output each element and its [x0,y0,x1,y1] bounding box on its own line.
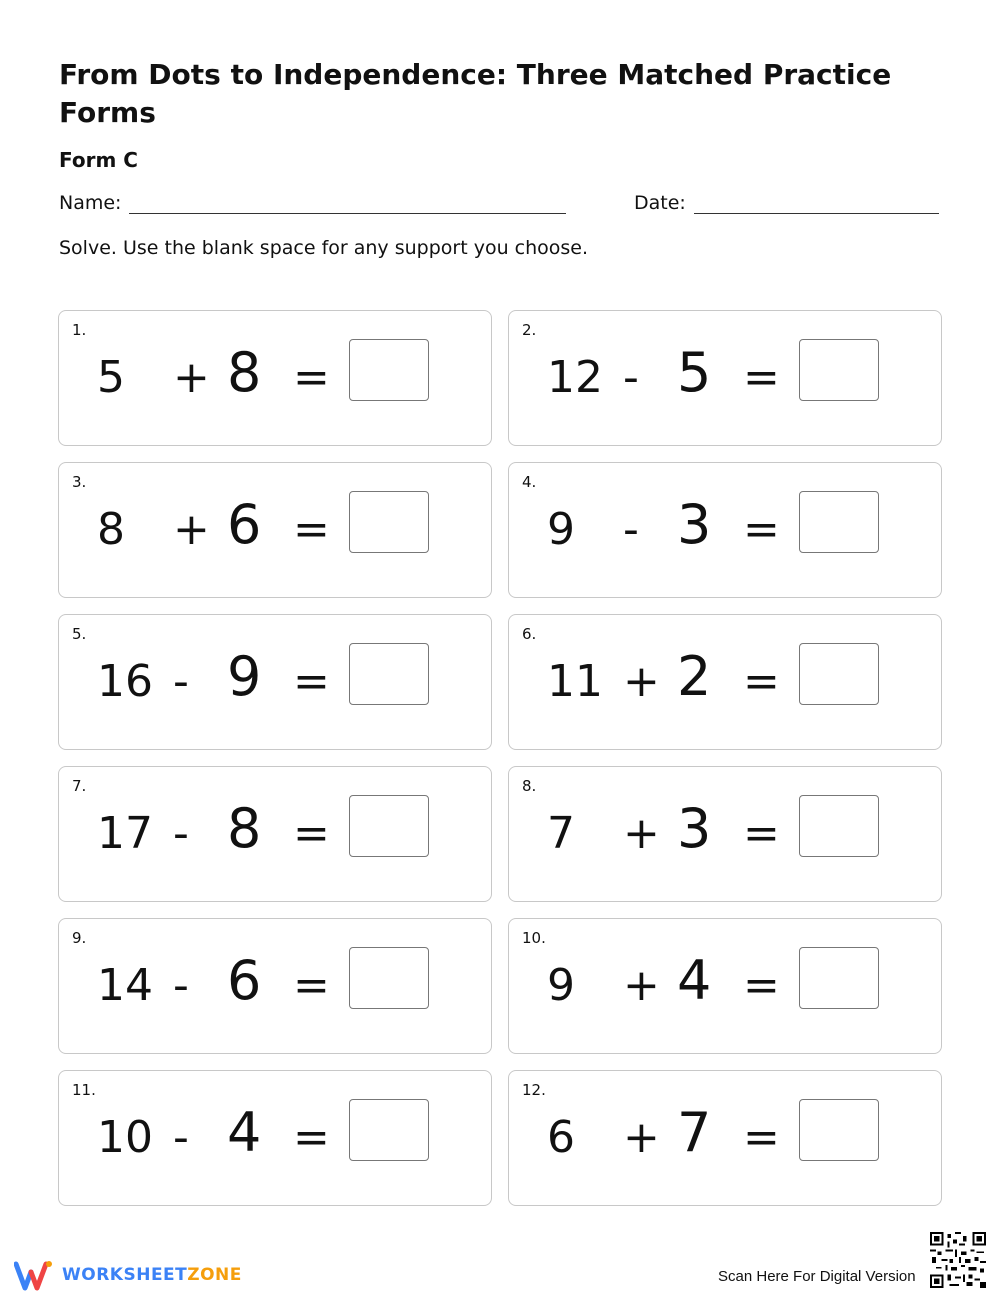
problem-card [508,462,942,598]
operator: - [623,352,639,403]
problem-card [58,614,492,750]
first-operand: 11 [547,656,603,707]
answer-box[interactable] [349,1099,429,1161]
answer-box[interactable] [349,643,429,705]
problem-number: 1. [72,321,87,339]
answer-box[interactable] [799,491,879,553]
operator: + [623,656,660,707]
answer-box[interactable] [799,339,879,401]
equals-sign: = [293,352,330,403]
first-operand: 14 [97,960,153,1011]
worksheetzone-logo-icon [14,1258,54,1292]
problem-card [58,918,492,1054]
date-field[interactable] [634,192,939,214]
problem-number: 6. [522,625,537,643]
problem-card [58,766,492,902]
answer-box[interactable] [349,947,429,1009]
operator: - [173,808,189,859]
second-operand: 3 [677,797,712,860]
operator: + [173,352,210,403]
problem-card [58,310,492,446]
first-operand: 8 [97,504,125,555]
second-operand: 3 [677,493,712,556]
problem-card [508,918,942,1054]
operator: + [623,808,660,859]
second-operand: 4 [227,1101,262,1164]
equals-sign: = [293,1112,330,1163]
logo-text-zone: ZONE [187,1265,242,1285]
operator: - [623,504,639,555]
second-operand: 9 [227,645,262,708]
form-label: Form C [59,148,138,172]
equals-sign: = [293,656,330,707]
problem-number: 3. [72,473,87,491]
name-field[interactable] [59,192,566,214]
answer-box[interactable] [799,643,879,705]
second-operand: 6 [227,949,262,1012]
problem-grid [58,310,942,1206]
problem-number: 2. [522,321,537,339]
second-operand: 6 [227,493,262,556]
problem-number: 10. [522,929,546,947]
second-operand: 4 [677,949,712,1012]
name-label: Name: [59,192,122,214]
problem-number: 8. [522,777,537,795]
problem-card [508,1070,942,1206]
qr-code-icon[interactable] [930,1231,986,1289]
first-operand: 10 [97,1112,153,1163]
first-operand: 9 [547,504,575,555]
name-line[interactable] [129,192,566,214]
equals-sign: = [293,808,330,859]
answer-box[interactable] [349,795,429,857]
problem-number: 4. [522,473,537,491]
equals-sign: = [743,1112,780,1163]
problem-card [508,614,942,750]
problem-card [508,766,942,902]
answer-box[interactable] [799,947,879,1009]
scan-caption: Scan Here For Digital Version [718,1268,916,1285]
problem-number: 12. [522,1081,546,1099]
equals-sign: = [743,352,780,403]
worksheetzone-logo[interactable] [14,1258,242,1292]
first-operand: 12 [547,352,603,403]
answer-box[interactable] [349,491,429,553]
logo-wordmark [62,1265,242,1285]
problem-number: 11. [72,1081,96,1099]
instructions: Solve. Use the blank space for any support you choose. [59,237,589,259]
problem-card [58,462,492,598]
operator: + [623,960,660,1011]
equals-sign: = [743,808,780,859]
first-operand: 6 [547,1112,575,1163]
equals-sign: = [743,656,780,707]
second-operand: 5 [677,341,712,404]
second-operand: 2 [677,645,712,708]
second-operand: 8 [227,341,262,404]
first-operand: 5 [97,352,125,403]
problem-number: 7. [72,777,87,795]
date-label: Date: [634,192,686,214]
answer-box[interactable] [799,795,879,857]
problem-card [58,1070,492,1206]
problem-number: 5. [72,625,87,643]
operator: - [173,1112,189,1163]
problem-number: 9. [72,929,87,947]
first-operand: 16 [97,656,153,707]
first-operand: 17 [97,808,153,859]
operator: - [173,960,189,1011]
answer-box[interactable] [349,339,429,401]
operator: - [173,656,189,707]
equals-sign: = [293,504,330,555]
operator: + [623,1112,660,1163]
first-operand: 7 [547,808,575,859]
second-operand: 7 [677,1101,712,1164]
worksheet-title: From Dots to Independence: Three Matched Practice Forms [59,58,892,129]
problem-card [508,310,942,446]
operator: + [173,504,210,555]
second-operand: 8 [227,797,262,860]
logo-text-worksheet: WORKSHEET [62,1265,188,1285]
first-operand: 9 [547,960,575,1011]
date-line[interactable] [694,192,939,214]
equals-sign: = [293,960,330,1011]
equals-sign: = [743,504,780,555]
answer-box[interactable] [799,1099,879,1161]
equals-sign: = [743,960,780,1011]
